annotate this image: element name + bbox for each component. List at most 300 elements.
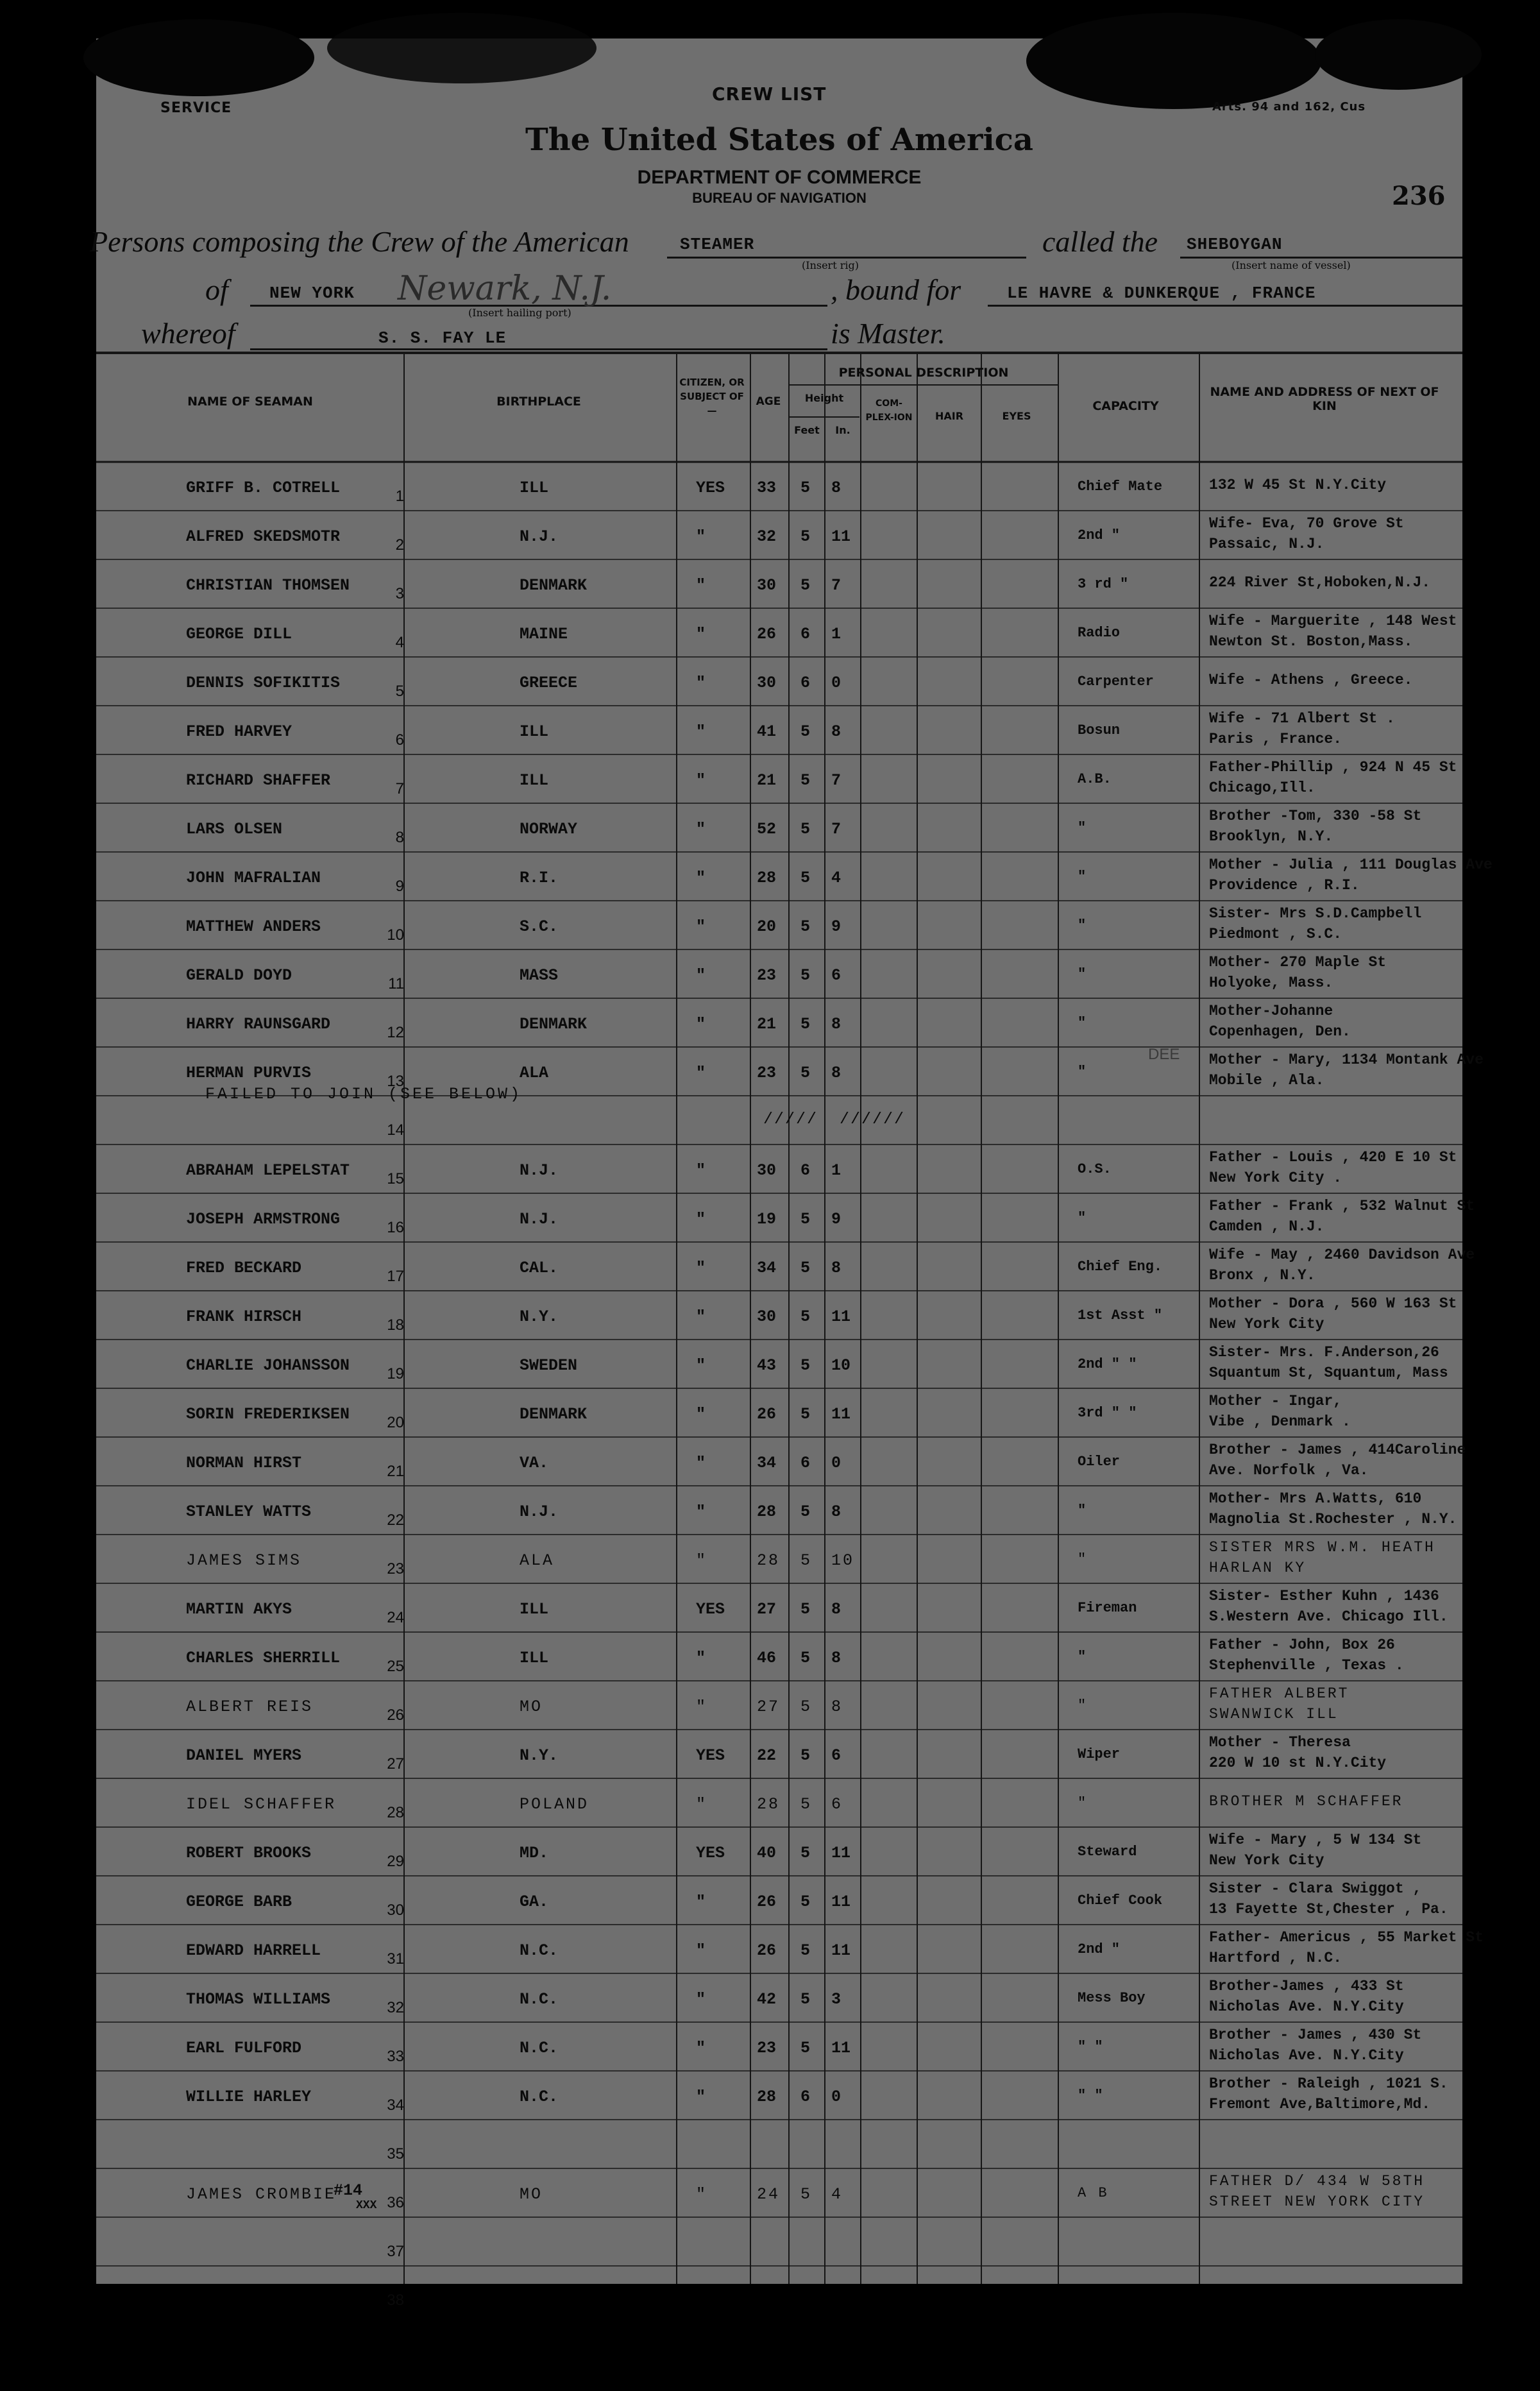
row-number: 27	[387, 1755, 404, 1773]
department-heading: DEPARTMENT OF COMMERCE	[637, 167, 922, 188]
next-of-kin-line2: New York City	[1209, 1316, 1324, 1332]
citizen: "	[696, 1941, 706, 1960]
seaman-name: ROBERT BROOKS	[186, 1844, 312, 1862]
citizen: "	[696, 527, 706, 546]
seaman-name: GEORGE DILL	[186, 625, 292, 643]
citizen: "	[696, 1551, 708, 1570]
service-label: SERVICE	[160, 100, 232, 116]
age: 52	[757, 820, 777, 838]
height-feet: 6	[800, 1161, 811, 1180]
capacity: Chief Cook	[1078, 1893, 1163, 1909]
next-of-kin-line2: 220 W 10 st N.Y.City	[1209, 1755, 1387, 1771]
next-of-kin-line1: Brother - James , 430 St	[1209, 2027, 1422, 2043]
citizen: "	[696, 1502, 706, 1521]
col-citizen-header: CITIZEN, OR SUBJECT OF—	[679, 377, 745, 416]
next-of-kin-line2: Camden , N.J.	[1209, 1218, 1324, 1235]
next-of-kin-line2: Ave. Norfolk , Va.	[1209, 1462, 1369, 1479]
seaman-name: GEORGE BARB	[186, 1893, 292, 1911]
partial-stamp: DEE	[1148, 1046, 1180, 1063]
citizen: "	[696, 1259, 706, 1277]
age: 46	[757, 1649, 777, 1667]
next-of-kin-line1: Brother - Raleigh , 1021 S.	[1209, 2075, 1448, 2092]
seaman-name: CHRISTIAN THOMSEN	[186, 576, 350, 595]
next-of-kin-line2: Passaic, N.J.	[1209, 536, 1324, 552]
height-feet: 6	[800, 1454, 811, 1472]
citizen: "	[696, 917, 706, 936]
intro-line1: Persons composing the Crew of the American	[90, 225, 629, 258]
capacity: "	[1078, 1698, 1088, 1714]
bound-for: LE HAVRE & DUNKERQUE , FRANCE	[1007, 284, 1316, 303]
seaman-name: ABRAHAM LEPELSTAT	[186, 1161, 350, 1180]
height-inches: 8	[831, 722, 842, 741]
citizen: "	[696, 869, 706, 887]
birthplace: N.J.	[520, 1210, 559, 1229]
birthplace: MO	[520, 2185, 543, 2204]
birthplace: S.C.	[520, 917, 559, 936]
height-inches: 11	[831, 1844, 851, 1862]
called-the: called the	[1042, 225, 1158, 258]
row-number: 23	[387, 1560, 404, 1578]
col-hair-header: HAIR	[935, 410, 964, 422]
next-of-kin-line1: Mother - Dora , 560 W 163 St	[1209, 1295, 1457, 1312]
height-feet: 6	[800, 674, 811, 692]
next-of-kin-line2: S.Western Ave. Chicago Ill.	[1209, 1608, 1448, 1625]
birthplace: N.J.	[520, 1502, 559, 1521]
birthplace: ILL	[520, 479, 549, 497]
row14-strikeout: ///// //////	[763, 1110, 906, 1128]
age: 42	[757, 1990, 777, 2009]
row-number: 31	[387, 1950, 404, 1968]
col-feet-header: Feet	[794, 424, 820, 436]
next-of-kin-line1: Sister - Clara Swiggot ,	[1209, 1880, 1422, 1897]
birthplace: VA.	[520, 1454, 549, 1472]
row-number: 4	[395, 634, 404, 651]
age: 28	[757, 2088, 777, 2106]
birthplace: ALA	[520, 1551, 555, 1570]
next-of-kin-line2: Fremont Ave,Baltimore,Md.	[1209, 2096, 1431, 2113]
citizen: "	[696, 674, 706, 692]
seaman-name: WILLIE HARLEY	[186, 2088, 312, 2106]
capacity: Wiper	[1078, 1746, 1121, 1762]
capacity: Carpenter	[1078, 674, 1154, 690]
height-inches: 10	[831, 1356, 851, 1375]
height-feet: 5	[800, 576, 811, 595]
seaman-name: IDEL SCHAFFER	[186, 1795, 337, 1814]
next-of-kin-line2: STREET NEW YORK CITY	[1209, 2193, 1425, 2210]
height-inches: 11	[831, 527, 851, 546]
seaman-name: EARL FULFORD	[186, 2039, 302, 2057]
age: 30	[757, 1307, 777, 1326]
birthplace: ILL	[520, 722, 549, 741]
height-feet: 5	[800, 1990, 811, 2009]
height-inches: 3	[831, 1990, 842, 2009]
next-of-kin-line1: 224 River St,Hoboken,N.J.	[1209, 574, 1431, 591]
citizen: "	[696, 1015, 706, 1034]
seaman-name: HARRY RAUNSGARD	[186, 1015, 331, 1034]
next-of-kin-line1: Wife- Eva, 70 Grove St	[1209, 515, 1404, 532]
row-number: 11	[388, 975, 404, 992]
height-feet: 5	[800, 1015, 811, 1034]
row-number: 26	[387, 1706, 404, 1724]
col-personal-header: PERSONAL DESCRIPTION	[838, 366, 1009, 380]
row-number: 14	[387, 1121, 404, 1139]
height-feet: 5	[800, 1307, 811, 1326]
height-inches: 6	[831, 1795, 843, 1814]
next-of-kin-line1: FATHER ALBERT	[1209, 1685, 1350, 1702]
seaman-name: FRED HARVEY	[186, 722, 292, 741]
height-feet: 5	[800, 869, 811, 887]
height-feet: 5	[800, 1064, 811, 1082]
seaman-name: JOHN MAFRALIAN	[186, 869, 321, 887]
next-of-kin-line1: Wife - Athens , Greece.	[1209, 672, 1413, 688]
height-inches: 8	[831, 1502, 842, 1521]
row-number: 25	[387, 1658, 404, 1675]
birthplace: DENMARK	[520, 1405, 588, 1424]
capacity: Fireman	[1078, 1600, 1137, 1616]
age: 26	[757, 625, 777, 643]
row-number: 12	[387, 1024, 404, 1041]
seaman-name: HERMAN PURVIS	[186, 1064, 312, 1082]
seaman-name: STANLEY WATTS	[186, 1502, 312, 1521]
birthplace: ILL	[520, 1649, 549, 1667]
citizen: "	[696, 1795, 708, 1814]
seaman-name: CHARLES SHERRILL	[186, 1649, 341, 1667]
citizen: "	[696, 1307, 706, 1326]
next-of-kin-line1: 132 W 45 St N.Y.City	[1209, 477, 1387, 493]
seaman-name: DENNIS SOFIKITIS	[186, 674, 341, 692]
height-feet: 5	[800, 1649, 811, 1667]
height-feet: 5	[800, 479, 811, 497]
seaman-name: JAMES CROMBIE	[186, 2185, 337, 2204]
birthplace: DENMARK	[520, 1015, 588, 1034]
height-feet: 5	[800, 2039, 811, 2057]
birthplace: ILL	[520, 771, 549, 790]
birthplace: N.C.	[520, 1941, 559, 1960]
row-number: 2	[395, 536, 404, 554]
next-of-kin-line1: Father - Frank , 532 Walnut St	[1209, 1198, 1475, 1214]
citizen: "	[696, 722, 706, 741]
age: 33	[757, 479, 777, 497]
page-number: 236	[1392, 181, 1446, 211]
height-feet: 5	[800, 1698, 813, 1716]
height-inches: 8	[831, 1649, 842, 1667]
row-number: 24	[387, 1609, 404, 1626]
height-feet: 5	[800, 1210, 811, 1229]
height-inches: 7	[831, 820, 842, 838]
next-of-kin-line2: Squantum St, Squantum, Mass	[1209, 1365, 1448, 1381]
row-number: 18	[387, 1316, 404, 1334]
height-inches: 4	[831, 869, 842, 887]
height-feet: 5	[800, 2185, 813, 2204]
height-feet: 5	[800, 1795, 813, 1814]
birthplace: GA.	[520, 1893, 549, 1911]
age: 28	[757, 1795, 781, 1814]
capacity: A.B.	[1078, 771, 1112, 787]
is-master-label: is Master.	[831, 317, 945, 350]
row-number: 6	[395, 731, 404, 749]
seaman-name: NORMAN HIRST	[186, 1454, 302, 1472]
birthplace: DENMARK	[520, 576, 588, 595]
age: 27	[757, 1600, 777, 1619]
height-feet: 5	[800, 966, 811, 985]
birthplace: SWEDEN	[520, 1356, 578, 1375]
birthplace: N.J.	[520, 527, 559, 546]
age: 28	[757, 1551, 781, 1570]
birthplace: ILL	[520, 1600, 549, 1619]
next-of-kin-line2: Magnolia St.Rochester , N.Y.	[1209, 1511, 1457, 1527]
vessel-name: SHEBOYGAN	[1187, 235, 1283, 254]
next-of-kin-line2: Providence , R.I.	[1209, 877, 1360, 894]
height-inches: 10	[831, 1551, 855, 1570]
capacity: "	[1078, 1649, 1087, 1665]
country-heading: The United States of America	[525, 122, 1034, 158]
row-number: 21	[387, 1463, 404, 1480]
capacity: "	[1078, 1795, 1088, 1811]
capacity: Oiler	[1078, 1454, 1121, 1470]
crossed-number-strike: XXX	[356, 2199, 377, 2212]
row-number: 20	[387, 1414, 404, 1431]
next-of-kin-line2: Piedmont , S.C.	[1209, 926, 1342, 942]
birthplace: NORWAY	[520, 820, 578, 838]
next-of-kin-line1: Mother-Johanne	[1209, 1003, 1333, 1019]
capacity: 2nd "	[1078, 527, 1121, 543]
vessel-hint: (Insert name of vessel)	[1231, 259, 1351, 271]
height-inches: 1	[831, 1161, 842, 1180]
age: 21	[757, 771, 777, 790]
height-feet: 5	[800, 1746, 811, 1765]
next-of-kin-line1: Wife - Marguerite , 148 West	[1209, 613, 1457, 629]
next-of-kin-line2: Hartford , N.C.	[1209, 1950, 1342, 1966]
seaman-name: CHARLIE JOHANSSON	[186, 1356, 350, 1375]
height-inches: 11	[831, 1893, 851, 1911]
seaman-name: RICHARD SHAFFER	[186, 771, 331, 790]
age: 28	[757, 1502, 777, 1521]
next-of-kin-line1: Wife - 71 Albert St .	[1209, 710, 1395, 727]
height-inches: 11	[831, 2039, 851, 2057]
next-of-kin-line2: Holyoke, Mass.	[1209, 974, 1333, 991]
citizen: YES	[696, 479, 725, 497]
next-of-kin-line1: SISTER MRS W.M. HEATH	[1209, 1539, 1435, 1556]
capacity: Chief Eng.	[1078, 1259, 1163, 1275]
height-inches: 8	[831, 479, 842, 497]
citizen: "	[696, 1064, 706, 1082]
row-number: 8	[395, 829, 404, 846]
age: 27	[757, 1698, 781, 1716]
height-feet: 5	[800, 1405, 811, 1424]
next-of-kin-line1: Brother -Tom, 330 -58 St	[1209, 808, 1422, 824]
seaman-name: GRIFF B. COTRELL	[186, 479, 341, 497]
age: 23	[757, 966, 777, 985]
birthplace: MD.	[520, 1844, 549, 1862]
height-inches: 6	[831, 966, 842, 985]
capacity: "	[1078, 1502, 1087, 1519]
row-number: 15	[387, 1170, 404, 1187]
next-of-kin-line1: Mother - Julia , 111 Douglas Ave	[1209, 856, 1493, 873]
col-eyes-header: EYES	[1002, 410, 1031, 422]
next-of-kin-line2: Vibe , Denmark .	[1209, 1413, 1351, 1430]
height-inches: 7	[831, 576, 842, 595]
next-of-kin-line2: New York City .	[1209, 1170, 1342, 1186]
row-number: 36	[387, 2194, 404, 2211]
bound-for-label: , bound for	[831, 273, 961, 306]
age: 30	[757, 674, 777, 692]
age: 22	[757, 1746, 777, 1765]
height-feet: 6	[800, 625, 811, 643]
row-number: 29	[387, 1853, 404, 1870]
capacity: Mess Boy	[1078, 1990, 1146, 2006]
citizen: "	[696, 1161, 706, 1180]
capacity: 2nd " "	[1078, 1356, 1137, 1372]
seaman-name: JOSEPH ARMSTRONG	[186, 1210, 341, 1229]
birthplace: N.C.	[520, 2039, 559, 2057]
row-number: 34	[387, 2097, 404, 2114]
age: 23	[757, 2039, 777, 2057]
row-number: 22	[387, 1511, 404, 1529]
port-hint: (Insert hailing port)	[468, 307, 571, 319]
age: 40	[757, 1844, 777, 1862]
capacity: 1st Asst "	[1078, 1307, 1163, 1323]
height-inches: 8	[831, 1259, 842, 1277]
age: 34	[757, 1259, 777, 1277]
next-of-kin-line1: Sister- Esther Kuhn , 1436	[1209, 1588, 1439, 1604]
col-complexion-header: COM-PLEX-ION	[865, 398, 913, 423]
capacity: "	[1078, 869, 1087, 885]
next-of-kin-line1: Father- Americus , 55 Market St	[1209, 1929, 1484, 1946]
col-capacity-header: CAPACITY	[1092, 399, 1159, 413]
age: 23	[757, 1064, 777, 1082]
height-feet: 6	[800, 2088, 811, 2106]
next-of-kin-line2: Mobile , Ala.	[1209, 1072, 1324, 1089]
birthplace: R.I.	[520, 869, 559, 887]
age: 26	[757, 1893, 777, 1911]
capacity: " "	[1078, 2039, 1103, 2055]
capacity: A B	[1078, 2185, 1109, 2201]
capacity: "	[1078, 917, 1087, 933]
birthplace: MO	[520, 1698, 543, 1716]
capacity: 3rd " "	[1078, 1405, 1137, 1421]
home-port-handwritten: Newark, N.J.	[398, 269, 612, 308]
row-number: 30	[387, 1902, 404, 1919]
age: 34	[757, 1454, 777, 1472]
citizen: "	[696, 1405, 706, 1424]
col-kin-header: NAME AND ADDRESS OF NEXT OF KIN	[1210, 385, 1439, 413]
master-name: S. S. FAY LE	[378, 328, 507, 348]
height-feet: 5	[800, 1502, 811, 1521]
rig-hint: (Insert rig)	[802, 259, 859, 271]
next-of-kin-line2: Brooklyn, N.Y.	[1209, 828, 1333, 845]
seaman-name: JAMES SIMS	[186, 1551, 302, 1570]
seaman-name: MATTHEW ANDERS	[186, 917, 321, 936]
height-inches: 8	[831, 1015, 842, 1034]
height-feet: 5	[800, 722, 811, 741]
row-number: 3	[395, 585, 404, 602]
age: 21	[757, 1015, 777, 1034]
height-inches: 9	[831, 1210, 842, 1229]
birthplace: MASS	[520, 966, 559, 985]
citizen: "	[696, 576, 706, 595]
row-number: 10	[387, 926, 404, 944]
birthplace: N.J.	[520, 1161, 559, 1180]
next-of-kin-line2: Nicholas Ave. N.Y.City	[1209, 1998, 1404, 2015]
seaman-name: EDWARD HARRELL	[186, 1941, 321, 1960]
col-age-header: AGE	[756, 395, 781, 408]
crew-list-sheet	[90, 38, 1493, 2309]
next-of-kin-line1: Mother - Mary, 1134 Montank Ave	[1209, 1051, 1484, 1068]
next-of-kin-line2: Newton St. Boston,Mass.	[1209, 633, 1413, 650]
capacity: " "	[1078, 2088, 1103, 2104]
next-of-kin-line2: HARLAN KY	[1209, 1560, 1307, 1576]
citizen: "	[696, 1698, 708, 1716]
height-feet: 5	[800, 917, 811, 936]
height-inches: 7	[831, 771, 842, 790]
birthplace: N.Y.	[520, 1307, 559, 1326]
birthplace: MAINE	[520, 625, 568, 643]
next-of-kin-line1: Father-Phillip , 924 N 45 St	[1209, 759, 1457, 776]
row-number: 19	[387, 1365, 404, 1383]
height-feet: 5	[800, 1259, 811, 1277]
next-of-kin-line2: Copenhagen, Den.	[1209, 1023, 1351, 1040]
capacity: "	[1078, 1015, 1087, 1031]
capacity: 3 rd "	[1078, 576, 1129, 592]
seaman-name: GERALD DOYD	[186, 966, 292, 985]
height-inches: 1	[831, 625, 842, 643]
citizen: "	[696, 1893, 706, 1911]
col-height-header: Height	[804, 392, 844, 404]
height-inches: 9	[831, 917, 842, 936]
next-of-kin-line2: 13 Fayette St,Chester , Pa.	[1209, 1901, 1448, 1918]
row-number: 33	[387, 2048, 404, 2065]
citizen: "	[696, 1454, 706, 1472]
row-number: 28	[387, 1804, 404, 1821]
citizen: "	[696, 2039, 706, 2057]
age: 19	[757, 1210, 777, 1229]
birthplace: N.C.	[520, 1990, 559, 2009]
height-feet: 5	[800, 1844, 811, 1862]
next-of-kin-line2: SWANWICK ILL	[1209, 1706, 1339, 1723]
height-inches: 11	[831, 1307, 851, 1326]
crossed-number-mark: #14	[334, 2181, 363, 2200]
seaman-name: THOMAS WILLIAMS	[186, 1990, 331, 2009]
capacity: Bosun	[1078, 722, 1121, 738]
form-title: CREW LIST	[712, 83, 827, 105]
age: 26	[757, 1405, 777, 1424]
next-of-kin-line2: Stephenville , Texas .	[1209, 1657, 1404, 1674]
capacity: O.S.	[1078, 1161, 1112, 1177]
next-of-kin-line1: FATHER D/ 434 W 58TH	[1209, 2173, 1425, 2190]
height-feet: 5	[800, 771, 811, 790]
next-of-kin-line1: Mother - Ingar,	[1209, 1393, 1342, 1409]
citizen: "	[696, 820, 706, 838]
height-feet: 5	[800, 1893, 811, 1911]
next-of-kin-line1: Sister- Mrs S.D.Campbell	[1209, 905, 1422, 922]
seaman-name: ALBERT REIS	[186, 1698, 314, 1716]
height-feet: 5	[800, 1600, 811, 1619]
of-label: of	[205, 273, 228, 306]
capacity: "	[1078, 820, 1087, 836]
height-inches: 4	[831, 2185, 843, 2204]
height-inches: 0	[831, 674, 842, 692]
next-of-kin-line1: Mother- 270 Maple St	[1209, 954, 1387, 971]
citizen: "	[696, 1990, 706, 2009]
height-feet: 5	[800, 820, 811, 838]
citizen: "	[696, 771, 706, 790]
citizen: YES	[696, 1600, 725, 1619]
age: 43	[757, 1356, 777, 1375]
seaman-name: FRANK HIRSCH	[186, 1307, 302, 1326]
row-number: 7	[395, 780, 404, 797]
citizen: "	[696, 1649, 706, 1667]
height-inches: 0	[831, 2088, 842, 2106]
